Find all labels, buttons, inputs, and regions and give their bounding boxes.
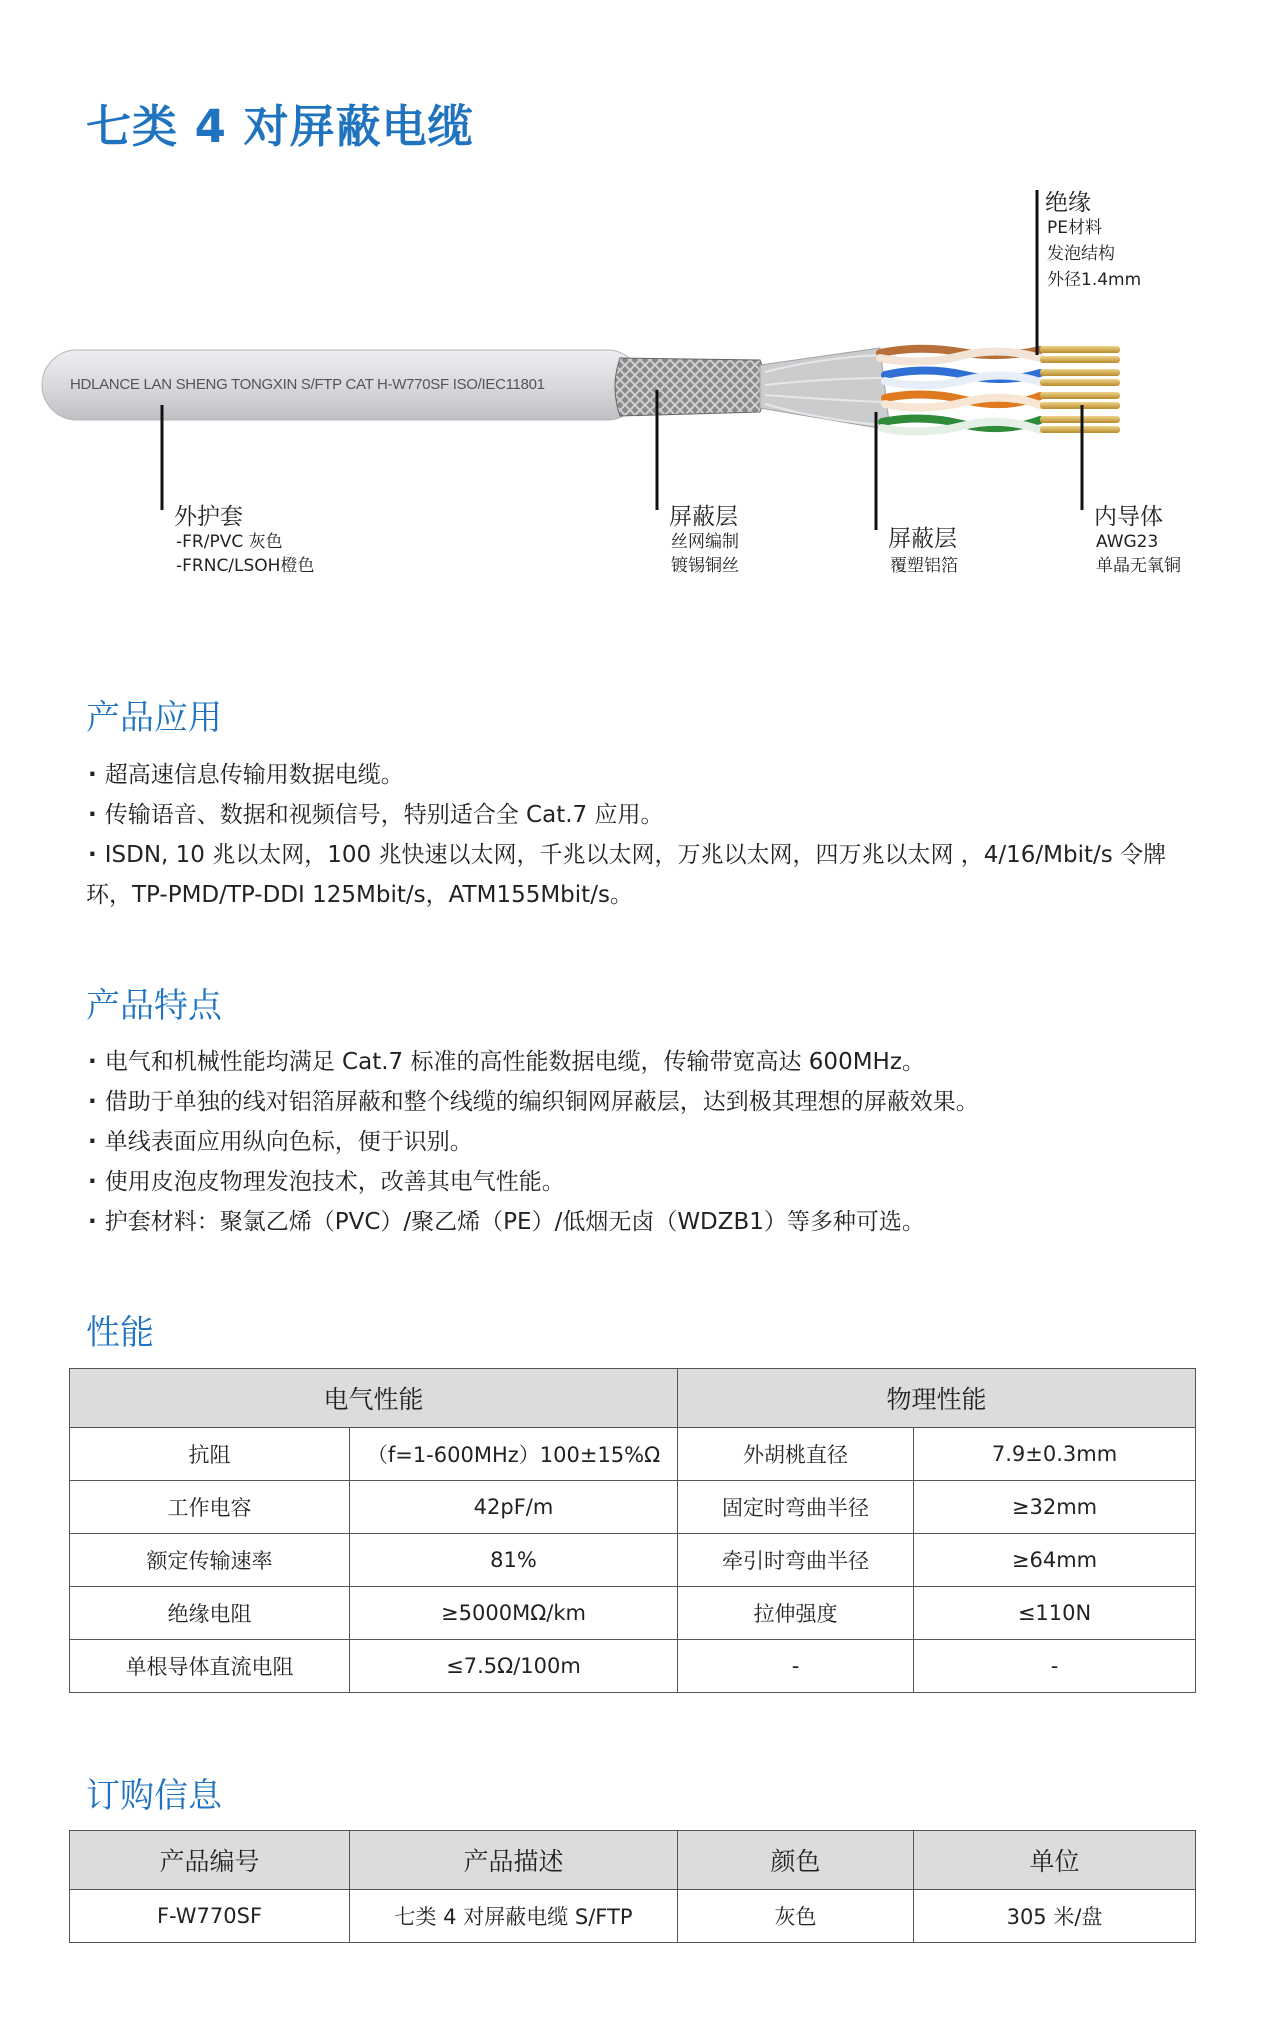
- column-header: 产品描述: [350, 1831, 678, 1890]
- list-item: · 护套材料：聚氯乙烯（PVC）/聚乙烯（PE）/低烟无卤（WDZB1）等多种可选。: [86, 1202, 1196, 1242]
- table-cell: 固定时弯曲半径: [678, 1481, 914, 1534]
- cable-print: HDLANCE LAN SHENG TONGXIN S/FTP CAT H-W770SF ISO/IEC11801: [70, 376, 545, 393]
- copper-conductors: [1040, 346, 1120, 433]
- table-cell: 单根导体直流电阻: [70, 1640, 350, 1693]
- table-row: [70, 1428, 1196, 1481]
- ordering-table: [69, 1830, 1196, 1943]
- table-cell: 305 米/盘: [914, 1890, 1196, 1943]
- table-row: [70, 1534, 1196, 1587]
- applications-list: [86, 755, 1196, 915]
- braid-shield: [615, 358, 770, 416]
- callout-conductor-line: AWG23: [1096, 532, 1159, 552]
- callout-jacket-title: 外护套: [174, 504, 243, 530]
- list-item: · 传输语音、数据和视频信号，特别适合全 Cat.7 应用。: [86, 795, 1196, 835]
- table-cell: 牵引时弯曲半径: [678, 1534, 914, 1587]
- table-cell: 81%: [350, 1534, 678, 1587]
- callout-insulation-line: PE材料: [1047, 218, 1102, 238]
- performance-table: [69, 1368, 1196, 1693]
- section-heading-ordering: 订购信息: [86, 1776, 222, 1816]
- section-heading-features: 产品特点: [86, 986, 222, 1026]
- table-header-row: [70, 1369, 1196, 1428]
- callout-insulation-line: 外径1.4mm: [1047, 270, 1142, 290]
- table-cell: 灰色: [678, 1890, 914, 1943]
- callout-conductor-line: 单晶无氧铜: [1096, 556, 1181, 576]
- table-cell: -: [678, 1640, 914, 1693]
- section-heading-applications: 产品应用: [86, 698, 222, 738]
- callout-foil-title: 屏蔽层: [888, 526, 957, 552]
- list-item: · 单线表面应用纵向色标，便于识别。: [86, 1122, 1196, 1162]
- table-cell: 拉伸强度: [678, 1587, 914, 1640]
- callout-braid-title: 屏蔽层: [669, 504, 738, 530]
- table-row: [70, 1587, 1196, 1640]
- table-header-row: [70, 1831, 1196, 1890]
- column-header: 物理性能: [678, 1369, 1196, 1428]
- callout-insulation-line: 发泡结构: [1047, 244, 1115, 264]
- list-item: · ISDN, 10 兆以太网，100 兆快速以太网，千兆以太网，万兆以太网，四万兆以太网 ，4/16/Mbit/s 令牌环，TP-PMD/TP-DDI 125Mbit/s，ATM155Mbit/s。: [86, 835, 1196, 915]
- callout-jacket-line: -FR/PVC 灰色: [176, 532, 283, 552]
- features-list: [86, 1042, 1196, 1242]
- cable-diagram: [0, 180, 1281, 600]
- callout-foil-line: 覆塑铝箔: [890, 556, 958, 576]
- table-cell: 外胡桃直径: [678, 1428, 914, 1481]
- callout-braid-line: 镀锡铜丝: [671, 556, 739, 576]
- column-header: 产品编号: [70, 1831, 350, 1890]
- table-cell: ≤7.5Ω/100m: [350, 1640, 678, 1693]
- list-item: · 使用皮泡皮物理发泡技术，改善其电气性能。: [86, 1162, 1196, 1202]
- table-cell: -: [914, 1640, 1196, 1693]
- page-title: 七类 4 对屏蔽电缆: [86, 100, 474, 153]
- table-cell: 七类 4 对屏蔽电缆 S/FTP: [350, 1890, 678, 1943]
- column-header: 颜色: [678, 1831, 914, 1890]
- callout-jacket-line: -FRNC/LSOH橙色: [176, 556, 315, 576]
- table-cell: （f=1-600MHz）100±15%Ω: [350, 1428, 678, 1481]
- table-cell: ≤110N: [914, 1587, 1196, 1640]
- table-cell: F-W770SF: [70, 1890, 350, 1943]
- table-cell: ≥32mm: [914, 1481, 1196, 1534]
- callout-insulation-title: 绝缘: [1045, 190, 1091, 216]
- callout-conductor-title: 内导体: [1094, 504, 1163, 530]
- table-cell: 42pF/m: [350, 1481, 678, 1534]
- list-item: · 电气和机械性能均满足 Cat.7 标准的高性能数据电缆，传输带宽高达 600MHz。: [86, 1042, 1196, 1082]
- table-row: [70, 1890, 1196, 1943]
- column-header: 单位: [914, 1831, 1196, 1890]
- table-cell: 额定传输速率: [70, 1534, 350, 1587]
- table-cell: 工作电容: [70, 1481, 350, 1534]
- table-row: [70, 1481, 1196, 1534]
- table-cell: ≥5000MΩ/km: [350, 1587, 678, 1640]
- table-cell: 抗阻: [70, 1428, 350, 1481]
- table-cell: 绝缘电阻: [70, 1587, 350, 1640]
- list-item: · 借助于单独的线对铝箔屏蔽和整个线缆的编织铜网屏蔽层，达到极其理想的屏蔽效果。: [86, 1082, 1196, 1122]
- column-header: 电气性能: [70, 1369, 678, 1428]
- section-heading-performance: 性能: [86, 1313, 154, 1353]
- table-row: [70, 1640, 1196, 1693]
- list-item: · 超高速信息传输用数据电缆。: [86, 755, 1196, 795]
- table-cell: ≥64mm: [914, 1534, 1196, 1587]
- table-cell: 7.9±0.3mm: [914, 1428, 1196, 1481]
- callout-braid-line: 丝网编制: [671, 532, 739, 552]
